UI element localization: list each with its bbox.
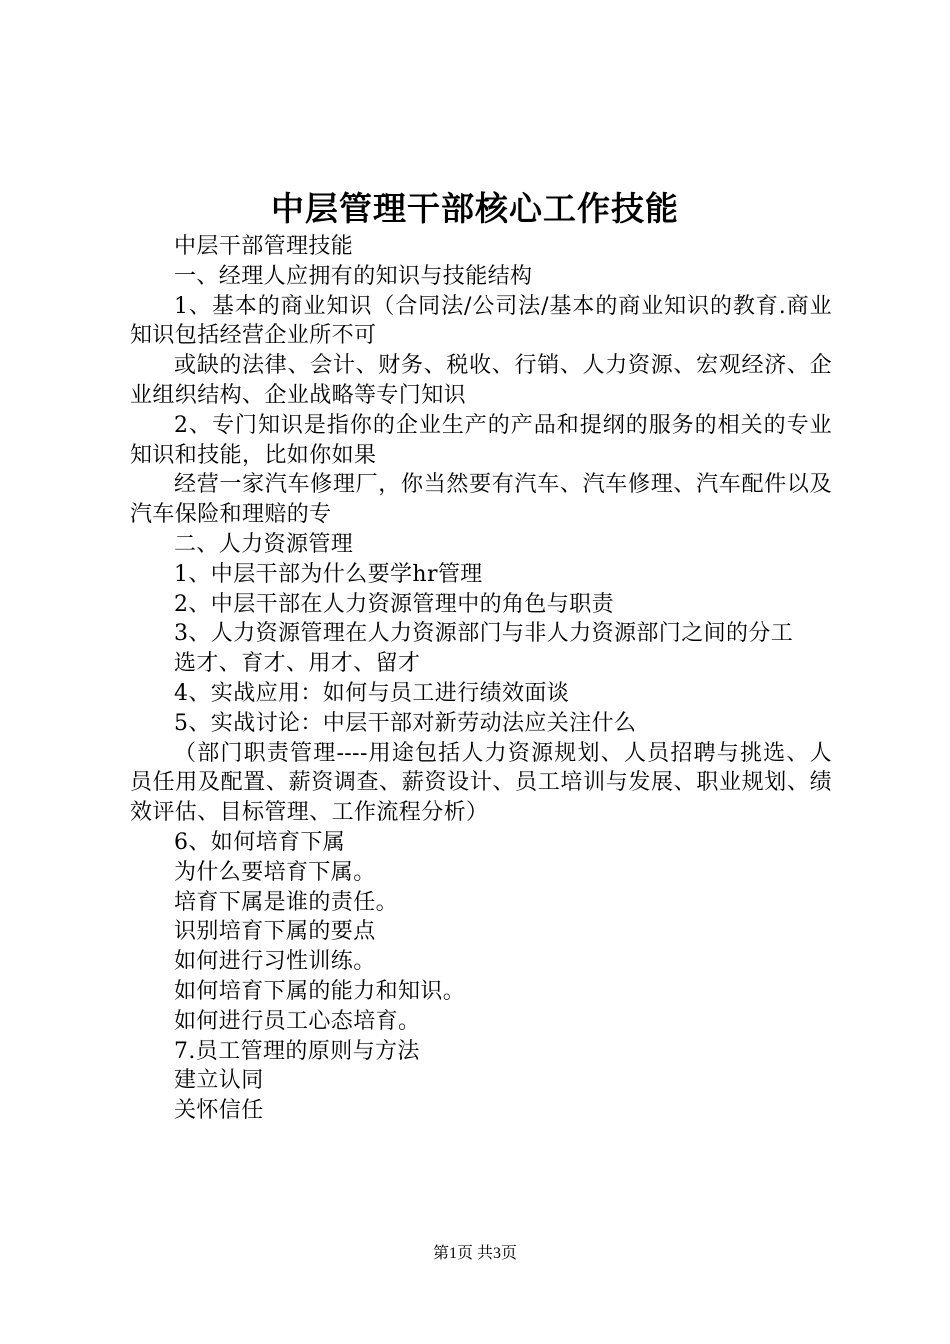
paragraph: 1、基本的商业知识（合同法/公司法/基本的商业知识的教育.商业知识包括经营企业所不可 [130, 293, 832, 349]
paragraph: 或缺的法律、会计、财务、税收、行销、人力资源、宏观经济、企业组织结构、企业战略等专门知识 [130, 353, 832, 408]
list-item: 6、如何培育下属 [174, 829, 346, 855]
paragraph: 2、专门知识是指你的企业生产的产品和提纲的服务的相关的专业知识和技能，比如你如果 [130, 412, 832, 468]
document-title: 中层管理干部核心工作技能 [271, 189, 679, 228]
list-item: 4、实战应用：如何与员工进行绩效面谈 [174, 680, 570, 706]
list-item: 3、人力资源管理在人力资源部门与非人力资源部门之间的分工 [174, 621, 794, 647]
paragraph: 如何进行习性训练。 [174, 949, 376, 975]
page-footer: 第1页 共3页 [432, 1245, 517, 1262]
paragraph: 选才、育才、用才、留才 [174, 651, 421, 677]
paragraph: 经营一家汽车修理厂，你当然要有汽车、汽车修理、汽车配件以及汽车保险和理赔的专 [130, 472, 832, 528]
list-item: 1、中层干部为什么要学hr管理 [174, 561, 483, 587]
list-item: 5、实战讨论：中层干部对新劳动法应关注什么 [174, 710, 637, 736]
paragraph: （部门职责管理----用途包括人力资源规划、人员招聘与挑选、人员任用及配置、薪资调查、薪资设计、员工培训与发展、职业规划、绩效评估、目标管理、工作流程分析） [130, 740, 832, 826]
paragraph: 培育下属是谁的责任。 [174, 889, 399, 915]
paragraph: 如何进行员工心态培育。 [174, 1008, 421, 1034]
section-heading: 二、人力资源管理 [174, 531, 354, 557]
paragraph: 关怀信任 [174, 1098, 264, 1124]
list-item: 2、中层干部在人力资源管理中的角色与职责 [174, 591, 614, 617]
paragraph: 为什么要培育下属。 [174, 859, 376, 885]
section-heading: 一、经理人应拥有的知识与技能结构 [174, 263, 533, 289]
paragraph: 建立认同 [174, 1068, 264, 1094]
document-body [130, 232, 832, 1126]
paragraph: 识别培育下属的要点 [174, 919, 376, 945]
paragraph: 如何培育下属的能力和知识。 [174, 978, 466, 1004]
paragraph: 中层干部管理技能 [174, 234, 354, 259]
list-item: 7.员工管理的原则与方法 [174, 1038, 420, 1064]
